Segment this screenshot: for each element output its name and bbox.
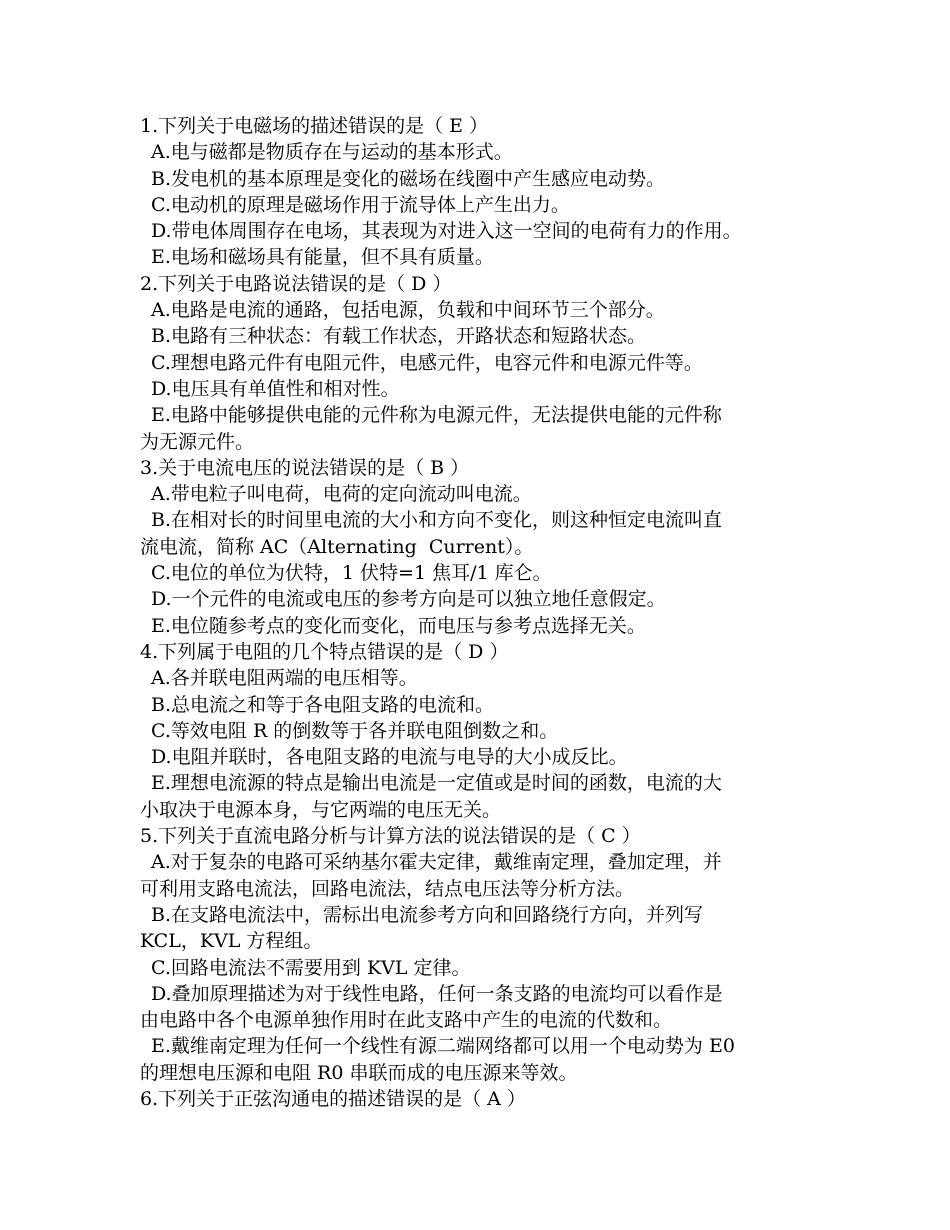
question-block [140, 1086, 830, 1112]
question-stem: 3.关于电流电压的说法错误的是（ B ） [140, 456, 470, 479]
question-block [140, 113, 830, 271]
answer-option-continuation: 小取决于电源本身，与它两端的电压无关。 [140, 798, 502, 821]
answer-option: A.电路是电流的通路，包括电源，负载和中间环节三个部分。 [151, 299, 665, 322]
answer-option: E.电位随参考点的变化而变化，而电压与参考点选择无关。 [151, 614, 646, 637]
question-stem: 5.下列关于直流电路分析与计算方法的说法错误的是（ C ） [140, 825, 641, 848]
answer-option: B.发电机的基本原理是变化的磁场在线圈中产生感应电动势。 [151, 167, 666, 190]
answer-option: E.理想电流源的特点是输出电流是一定值或是时间的函数，电流的大 [151, 772, 722, 795]
answer-option-continuation: 流电流，简称 AC（Alternating Current）。 [140, 535, 534, 558]
answer-option: A.各并联电阻两端的电压相等。 [151, 667, 418, 690]
answer-option-continuation: 为无源元件。 [140, 430, 255, 453]
answer-option: D.电阻并联时，各电阻支路的电流与电导的大小成反比。 [151, 746, 628, 769]
answer-option-continuation: 可利用支路电流法，回路电流法，结点电压法等分析方法。 [140, 877, 635, 900]
answer-option: B.在支路电流法中，需标出电流参考方向和回路绕行方向，并列写 [151, 903, 704, 926]
question-stem: 2.下列关于电路说法错误的是（ D ） [140, 272, 452, 295]
answer-option: C.电动机的原理是磁场作用于流导体上产生出力。 [151, 193, 570, 216]
question-stem: 1.下列关于电磁场的描述错误的是（ E ） [140, 115, 489, 137]
question-stem: 4.下列属于电阻的几个特点错误的是（ D ） [140, 640, 509, 663]
question-block [140, 455, 830, 639]
answer-option: A.对于复杂的电路可采纳基尔霍夫定律，戴维南定理，叠加定理，并 [151, 851, 722, 874]
answer-option: E.电场和磁场具有能量，但不具有质量。 [151, 246, 494, 269]
answer-option: E.电路中能够提供电能的元件称为电源元件，无法提供电能的元件称 [151, 404, 722, 427]
answer-option: A.带电粒子叫电荷，电荷的定向流动叫电流。 [151, 483, 532, 506]
answer-option: C.等效电阻 R 的倒数等于各并联电阻倒数之和。 [151, 719, 559, 742]
answer-option: A.电与磁都是物质存在与运动的基本形式。 [151, 141, 513, 164]
answer-option-continuation: KCL，KVL 方程组。 [140, 930, 323, 953]
answer-option: D.带电体周围存在电场，其表现为对进入这一空间的电荷有力的作用。 [151, 220, 742, 243]
answer-option: B.电路有三种状态：有载工作状态，开路状态和短路状态。 [151, 325, 647, 348]
answer-option: C.电位的单位为伏特，1 伏特=1 焦耳/1 库仑。 [151, 562, 552, 585]
answer-option: E.戴维南定理为任何一个线性有源二端网络都可以用一个电动势为 E0 [151, 1035, 735, 1058]
answer-option: C.理想电路元件有电阻元件，电感元件，电容元件和电源元件等。 [151, 351, 703, 374]
question-block [140, 639, 830, 823]
question-block [140, 823, 830, 1086]
answer-option: D.叠加原理描述为对于线性电路，任何一条支路的电流均可以看作是 [151, 982, 723, 1005]
question-block [140, 271, 830, 455]
answer-option-continuation: 的理想电压源和电阻 R0 串联而成的电压源来等效。 [140, 1061, 578, 1084]
answer-option: C.回路电流法不需要用到 KVL 定律。 [151, 956, 471, 979]
answer-option: B.在相对长的时间里电流的大小和方向不变化，则这种恒定电流叫直 [151, 509, 723, 532]
answer-option: D.电压具有单值性和相对性。 [151, 377, 400, 400]
answer-option: D.一个元件的电流或电压的参考方向是可以独立地任意假定。 [151, 588, 666, 611]
answer-option: B.总电流之和等于各电阻支路的电流和。 [151, 693, 495, 716]
answer-option-continuation: 由电路中各个电源单独作用时在此支路中产生的电流的代数和。 [140, 1009, 673, 1032]
document-body [140, 113, 830, 1112]
question-stem: 6.下列关于正弦沟通电的描述错误的是（ A ） [140, 1087, 526, 1110]
